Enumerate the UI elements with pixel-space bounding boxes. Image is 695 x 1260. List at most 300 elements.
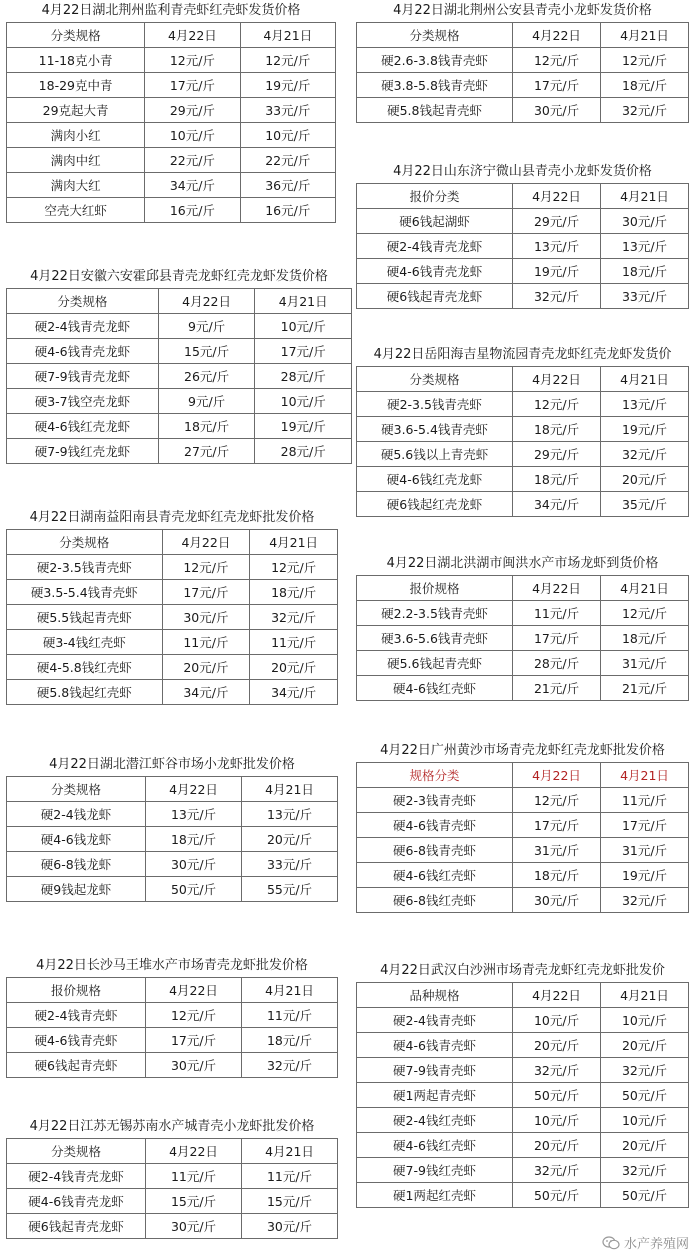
column-header: 4月22日 — [513, 763, 601, 788]
column-header: 分类规格 — [7, 289, 159, 314]
table-row — [357, 788, 689, 813]
spec-cell: 满肉大红 — [7, 173, 145, 198]
price-cell: 10元/斤 — [601, 1008, 689, 1033]
spec-cell: 硬5.6钱起青壳虾 — [357, 651, 513, 676]
spec-cell: 硬5.5钱起青壳虾 — [7, 605, 163, 630]
price-cell: 30元/斤 — [242, 1214, 338, 1239]
price-cell: 32元/斤 — [513, 1058, 601, 1083]
price-cell: 26元/斤 — [158, 364, 255, 389]
column-header: 4月22日 — [146, 1139, 242, 1164]
price-grid — [6, 776, 338, 902]
spec-cell: 硬7-9钱红壳龙虾 — [7, 439, 159, 464]
price-cell: 18元/斤 — [601, 259, 689, 284]
price-cell: 17元/斤 — [601, 813, 689, 838]
spec-cell: 硬1两起红壳虾 — [357, 1183, 513, 1208]
table-row — [357, 1058, 689, 1083]
table-title: 4月22日江苏无锡苏南水产城青壳小龙虾批发价格 — [29, 1119, 315, 1134]
table-row — [7, 173, 336, 198]
table-title: 4月22日长沙马王堆水产市场青壳龙虾批发价格 — [36, 958, 308, 973]
price-cell: 22元/斤 — [145, 148, 240, 173]
price-cell: 32元/斤 — [250, 605, 338, 630]
header-row — [357, 23, 689, 48]
price-cell: 17元/斤 — [146, 1028, 242, 1053]
spec-cell: 硬2-4钱红壳虾 — [357, 1108, 513, 1133]
table-row — [357, 1008, 689, 1033]
price-cell: 34元/斤 — [250, 680, 338, 705]
price-cell: 10元/斤 — [513, 1008, 601, 1033]
table-row — [7, 389, 352, 414]
table-row — [7, 827, 338, 852]
spec-cell: 硬6-8钱红壳虾 — [357, 888, 513, 913]
price-cell: 29元/斤 — [513, 209, 601, 234]
spec-cell: 硬2-3钱青壳虾 — [357, 788, 513, 813]
column-header: 4月22日 — [162, 530, 250, 555]
price-cell: 13元/斤 — [601, 234, 689, 259]
column-header: 分类规格 — [357, 23, 513, 48]
price-cell: 20元/斤 — [513, 1133, 601, 1158]
price-cell: 12元/斤 — [601, 601, 689, 626]
spec-cell: 硬4-5.8钱红壳虾 — [7, 655, 163, 680]
spec-cell: 硬2-3.5钱青壳虾 — [357, 392, 513, 417]
table-row — [7, 877, 338, 902]
price-cell: 15元/斤 — [158, 339, 255, 364]
price-cell: 11元/斤 — [250, 630, 338, 655]
price-cell: 30元/斤 — [146, 852, 242, 877]
table-row — [357, 48, 689, 73]
price-cell: 32元/斤 — [513, 1158, 601, 1183]
price-cell: 31元/斤 — [601, 651, 689, 676]
column-header: 4月21日 — [601, 576, 689, 601]
column-header: 报价规格 — [7, 978, 146, 1003]
column-header: 分类规格 — [7, 1139, 146, 1164]
spec-cell: 硬7-9钱青壳龙虾 — [7, 364, 159, 389]
price-cell: 17元/斤 — [255, 339, 352, 364]
price-cell: 11元/斤 — [242, 1003, 338, 1028]
column-header: 报价规格 — [357, 576, 513, 601]
price-table-honghu — [356, 555, 689, 701]
column-header: 4月21日 — [242, 777, 338, 802]
table-title: 4月22日湖南益阳南县青壳龙虾红壳龙虾批发价格 — [29, 510, 315, 525]
header-row — [357, 576, 689, 601]
column-header: 4月22日 — [513, 367, 601, 392]
price-table-gongan — [356, 2, 689, 123]
spec-cell: 硬7-9钱红壳虾 — [357, 1158, 513, 1183]
table-row — [357, 863, 689, 888]
price-cell: 30元/斤 — [146, 1053, 242, 1078]
column-header: 报价分类 — [357, 184, 513, 209]
spec-cell: 硬2-4钱青壳龙虾 — [7, 1164, 146, 1189]
price-cell: 18元/斤 — [513, 863, 601, 888]
price-cell: 33元/斤 — [242, 852, 338, 877]
header-row — [7, 777, 338, 802]
price-grid — [6, 288, 352, 464]
spec-cell: 硬3.8-5.8钱青壳虾 — [357, 73, 513, 98]
price-cell: 18元/斤 — [513, 467, 601, 492]
watermark — [602, 1233, 689, 1252]
table-title: 4月22日湖北荆州监利青壳虾红壳虾发货价格 — [41, 3, 301, 18]
price-cell: 18元/斤 — [601, 73, 689, 98]
price-grid — [356, 22, 689, 123]
header-row — [357, 184, 689, 209]
spec-cell: 空壳大红虾 — [7, 198, 145, 223]
price-cell: 16元/斤 — [145, 198, 240, 223]
spec-cell: 满肉小红 — [7, 123, 145, 148]
price-grid — [6, 529, 338, 705]
price-cell: 13元/斤 — [601, 392, 689, 417]
spec-cell: 硬5.8钱起青壳虾 — [357, 98, 513, 123]
price-cell: 36元/斤 — [240, 173, 335, 198]
table-row — [357, 209, 689, 234]
column-header: 4月22日 — [513, 983, 601, 1008]
price-cell: 19元/斤 — [255, 414, 352, 439]
column-header: 4月22日 — [513, 576, 601, 601]
table-row — [7, 852, 338, 877]
watermark-text: 水产养殖网 — [623, 1237, 689, 1252]
price-cell: 31元/斤 — [601, 838, 689, 863]
table-row — [7, 198, 336, 223]
spec-cell: 11-18克小青 — [7, 48, 145, 73]
table-title: 4月22日湖北潜江虾谷市场小龙虾批发价格 — [49, 757, 295, 772]
column-header: 分类规格 — [7, 777, 146, 802]
price-cell: 11元/斤 — [601, 788, 689, 813]
table-row — [357, 626, 689, 651]
price-cell: 11元/斤 — [162, 630, 250, 655]
price-cell: 17元/斤 — [513, 73, 601, 98]
table-row — [357, 838, 689, 863]
table-title: 4月22日湖北荆州公安县青壳小龙虾发货价格 — [393, 3, 652, 18]
price-cell: 12元/斤 — [513, 788, 601, 813]
column-header: 4月21日 — [242, 978, 338, 1003]
spec-cell: 硬4-6钱青壳虾 — [357, 1033, 513, 1058]
price-cell: 19元/斤 — [601, 417, 689, 442]
table-row — [7, 1003, 338, 1028]
price-cell: 19元/斤 — [240, 73, 335, 98]
column-header: 规格分类 — [357, 763, 513, 788]
price-table-weishan — [356, 163, 689, 309]
price-grid — [356, 183, 689, 309]
price-cell: 20元/斤 — [250, 655, 338, 680]
price-cell: 17元/斤 — [145, 73, 240, 98]
spec-cell: 硬2-4钱青壳虾 — [357, 1008, 513, 1033]
column-header: 品种规格 — [357, 983, 513, 1008]
spec-cell: 硬2-4钱青壳龙虾 — [7, 314, 159, 339]
column-header: 4月22日 — [513, 23, 601, 48]
spec-cell: 硬3.5-5.4钱青壳虾 — [7, 580, 163, 605]
header-row — [7, 978, 338, 1003]
table-row — [357, 1158, 689, 1183]
price-cell: 30元/斤 — [601, 209, 689, 234]
price-cell: 10元/斤 — [513, 1108, 601, 1133]
table-title: 4月22日山东济宁微山县青壳小龙虾发货价格 — [393, 164, 652, 179]
price-table-nanxian — [6, 509, 338, 705]
price-cell: 32元/斤 — [601, 888, 689, 913]
price-cell: 20元/斤 — [242, 827, 338, 852]
spec-cell: 硬6钱起青壳龙虾 — [357, 284, 513, 309]
price-cell: 15元/斤 — [242, 1189, 338, 1214]
price-cell: 34元/斤 — [162, 680, 250, 705]
table-row — [7, 48, 336, 73]
price-table-qianjiang — [6, 756, 338, 902]
price-cell: 19元/斤 — [513, 259, 601, 284]
table-row — [7, 1028, 338, 1053]
column-header: 4月21日 — [601, 763, 689, 788]
price-cell: 31元/斤 — [513, 838, 601, 863]
table-row — [7, 98, 336, 123]
column-header: 4月21日 — [601, 983, 689, 1008]
table-row — [357, 467, 689, 492]
price-cell: 30元/斤 — [513, 98, 601, 123]
price-cell: 9元/斤 — [158, 314, 255, 339]
price-cell: 34元/斤 — [513, 492, 601, 517]
spec-cell: 硬4-6钱红壳虾 — [357, 676, 513, 701]
spec-cell: 硬2.2-3.5钱青壳虾 — [357, 601, 513, 626]
price-cell: 10元/斤 — [240, 123, 335, 148]
price-cell: 18元/斤 — [250, 580, 338, 605]
spec-cell: 硬3.6-5.6钱青壳虾 — [357, 626, 513, 651]
table-row — [357, 259, 689, 284]
column-header: 4月22日 — [513, 184, 601, 209]
column-header: 4月21日 — [601, 367, 689, 392]
price-cell: 18元/斤 — [146, 827, 242, 852]
column-header: 4月21日 — [601, 184, 689, 209]
price-cell: 55元/斤 — [242, 877, 338, 902]
price-cell: 27元/斤 — [158, 439, 255, 464]
price-cell: 12元/斤 — [240, 48, 335, 73]
spec-cell: 硬3-4钱红壳虾 — [7, 630, 163, 655]
spec-cell: 硬4-6钱青壳龙虾 — [7, 1189, 146, 1214]
price-table-yueyang — [356, 346, 689, 517]
column-header: 4月21日 — [240, 23, 335, 48]
price-cell: 10元/斤 — [601, 1108, 689, 1133]
price-grid — [6, 22, 336, 223]
price-cell: 32元/斤 — [513, 284, 601, 309]
table-row — [357, 284, 689, 309]
price-grid — [356, 366, 689, 517]
column-header: 4月21日 — [242, 1139, 338, 1164]
price-cell: 32元/斤 — [601, 1158, 689, 1183]
column-header: 分类规格 — [7, 23, 145, 48]
price-cell: 12元/斤 — [145, 48, 240, 73]
spec-cell: 硬2-4钱龙虾 — [7, 802, 146, 827]
price-grid — [356, 575, 689, 701]
price-cell: 50元/斤 — [601, 1083, 689, 1108]
price-cell: 28元/斤 — [255, 439, 352, 464]
price-cell: 30元/斤 — [162, 605, 250, 630]
price-table-huoqiu — [6, 268, 352, 464]
table-row — [7, 439, 352, 464]
table-row — [357, 1183, 689, 1208]
price-cell: 32元/斤 — [242, 1053, 338, 1078]
price-cell: 9元/斤 — [158, 389, 255, 414]
spec-cell: 硬4-6钱龙虾 — [7, 827, 146, 852]
price-cell: 13元/斤 — [146, 802, 242, 827]
price-cell: 12元/斤 — [162, 555, 250, 580]
price-cell: 32元/斤 — [601, 98, 689, 123]
price-cell: 12元/斤 — [250, 555, 338, 580]
table-row — [357, 888, 689, 913]
spec-cell: 29克起大青 — [7, 98, 145, 123]
price-cell: 20元/斤 — [601, 1133, 689, 1158]
price-cell: 16元/斤 — [240, 198, 335, 223]
column-header: 4月21日 — [255, 289, 352, 314]
table-row — [357, 1133, 689, 1158]
table-row — [357, 442, 689, 467]
price-grid — [356, 762, 689, 913]
price-cell: 20元/斤 — [601, 467, 689, 492]
price-cell: 29元/斤 — [513, 442, 601, 467]
price-cell: 50元/斤 — [601, 1183, 689, 1208]
price-cell: 18元/斤 — [158, 414, 255, 439]
column-header: 4月21日 — [601, 23, 689, 48]
table-row — [7, 802, 338, 827]
price-cell: 11元/斤 — [242, 1164, 338, 1189]
table-row — [357, 676, 689, 701]
price-grid — [356, 982, 689, 1208]
table-row — [7, 605, 338, 630]
price-cell: 20元/斤 — [513, 1033, 601, 1058]
table-row — [7, 339, 352, 364]
table-row — [7, 364, 352, 389]
table-row — [357, 492, 689, 517]
price-cell: 32元/斤 — [601, 1058, 689, 1083]
price-cell: 18元/斤 — [513, 417, 601, 442]
price-cell: 12元/斤 — [601, 48, 689, 73]
price-cell: 18元/斤 — [242, 1028, 338, 1053]
table-row — [357, 417, 689, 442]
column-header: 分类规格 — [7, 530, 163, 555]
spec-cell: 硬6钱起湖虾 — [357, 209, 513, 234]
price-cell: 50元/斤 — [513, 1183, 601, 1208]
price-cell: 28元/斤 — [513, 651, 601, 676]
price-cell: 12元/斤 — [513, 48, 601, 73]
header-row — [7, 530, 338, 555]
spec-cell: 硬6钱起青壳龙虾 — [7, 1214, 146, 1239]
table-title: 4月22日湖北洪湖市闽洪水产市场龙虾到货价格 — [386, 556, 659, 571]
spec-cell: 满肉中红 — [7, 148, 145, 173]
table-row — [357, 392, 689, 417]
table-row — [7, 680, 338, 705]
header-row — [7, 23, 336, 48]
table-row — [357, 1033, 689, 1058]
price-cell: 50元/斤 — [513, 1083, 601, 1108]
table-row — [357, 1083, 689, 1108]
price-cell: 12元/斤 — [146, 1003, 242, 1028]
price-cell: 30元/斤 — [513, 888, 601, 913]
price-cell: 10元/斤 — [255, 314, 352, 339]
table-row — [7, 148, 336, 173]
price-cell: 21元/斤 — [601, 676, 689, 701]
price-cell: 20元/斤 — [601, 1033, 689, 1058]
price-table-jianli — [6, 2, 336, 223]
price-table-wuxi — [6, 1118, 338, 1239]
price-table-mawangdui — [6, 957, 338, 1078]
header-row — [357, 367, 689, 392]
table-row — [357, 98, 689, 123]
price-table-baishazhou — [356, 962, 689, 1208]
price-cell: 19元/斤 — [601, 863, 689, 888]
price-cell: 13元/斤 — [242, 802, 338, 827]
price-cell: 30元/斤 — [146, 1214, 242, 1239]
price-cell: 10元/斤 — [145, 123, 240, 148]
price-table-huangsha — [356, 742, 689, 913]
spec-cell: 硬5.8钱起红壳虾 — [7, 680, 163, 705]
header-row — [7, 289, 352, 314]
price-cell: 18元/斤 — [601, 626, 689, 651]
spec-cell: 硬7-9钱青壳虾 — [357, 1058, 513, 1083]
header-row — [7, 1139, 338, 1164]
price-cell: 50元/斤 — [146, 877, 242, 902]
spec-cell: 硬6钱起青壳虾 — [7, 1053, 146, 1078]
spec-cell: 硬4-6钱青壳龙虾 — [7, 339, 159, 364]
price-cell: 11元/斤 — [146, 1164, 242, 1189]
table-row — [7, 630, 338, 655]
price-cell: 33元/斤 — [601, 284, 689, 309]
table-row — [7, 314, 352, 339]
table-row — [7, 580, 338, 605]
spec-cell: 硬1两起青壳虾 — [357, 1083, 513, 1108]
spec-cell: 硬5.6钱以上青壳虾 — [357, 442, 513, 467]
price-cell: 12元/斤 — [513, 392, 601, 417]
table-row — [7, 1164, 338, 1189]
table-row — [7, 655, 338, 680]
column-header: 4月22日 — [158, 289, 255, 314]
spec-cell: 硬3-7钱空壳龙虾 — [7, 389, 159, 414]
price-cell: 10元/斤 — [255, 389, 352, 414]
spec-cell: 硬9钱起龙虾 — [7, 877, 146, 902]
table-row — [357, 73, 689, 98]
column-header: 4月21日 — [250, 530, 338, 555]
table-row — [7, 1214, 338, 1239]
table-row — [357, 234, 689, 259]
price-cell: 15元/斤 — [146, 1189, 242, 1214]
price-cell: 21元/斤 — [513, 676, 601, 701]
column-header: 4月22日 — [146, 777, 242, 802]
table-title: 4月22日岳阳海吉星物流园青壳龙虾红壳龙虾发货价 — [373, 347, 672, 362]
price-cell: 28元/斤 — [255, 364, 352, 389]
spec-cell: 硬4-6钱青壳虾 — [7, 1028, 146, 1053]
price-cell: 17元/斤 — [513, 813, 601, 838]
table-row — [357, 601, 689, 626]
price-cell: 35元/斤 — [601, 492, 689, 517]
spec-cell: 硬4-6钱红壳龙虾 — [357, 467, 513, 492]
table-row — [7, 1189, 338, 1214]
price-cell: 34元/斤 — [145, 173, 240, 198]
table-row — [7, 73, 336, 98]
spec-cell: 硬4-6钱红壳虾 — [357, 1133, 513, 1158]
table-title: 4月22日武汉白沙洲市场青壳龙虾红壳龙虾批发价 — [380, 963, 665, 978]
table-row — [7, 555, 338, 580]
spec-cell: 18-29克中青 — [7, 73, 145, 98]
spec-cell: 硬3.6-5.4钱青壳虾 — [357, 417, 513, 442]
spec-cell: 硬4-6钱青壳虾 — [357, 813, 513, 838]
column-header: 4月22日 — [146, 978, 242, 1003]
spec-cell: 硬2.6-3.8钱青壳虾 — [357, 48, 513, 73]
table-row — [357, 813, 689, 838]
wechat-icon — [602, 1236, 620, 1250]
spec-cell: 硬4-6钱青壳龙虾 — [357, 259, 513, 284]
price-cell: 13元/斤 — [513, 234, 601, 259]
header-row — [357, 763, 689, 788]
spec-cell: 硬4-6钱红壳虾 — [357, 863, 513, 888]
price-cell: 33元/斤 — [240, 98, 335, 123]
price-cell: 17元/斤 — [162, 580, 250, 605]
table-title: 4月22日广州黄沙市场青壳龙虾红壳龙虾批发价格 — [380, 743, 665, 758]
table-row — [357, 651, 689, 676]
spec-cell: 硬2-3.5钱青壳虾 — [7, 555, 163, 580]
column-header: 分类规格 — [357, 367, 513, 392]
price-cell: 29元/斤 — [145, 98, 240, 123]
price-cell: 11元/斤 — [513, 601, 601, 626]
